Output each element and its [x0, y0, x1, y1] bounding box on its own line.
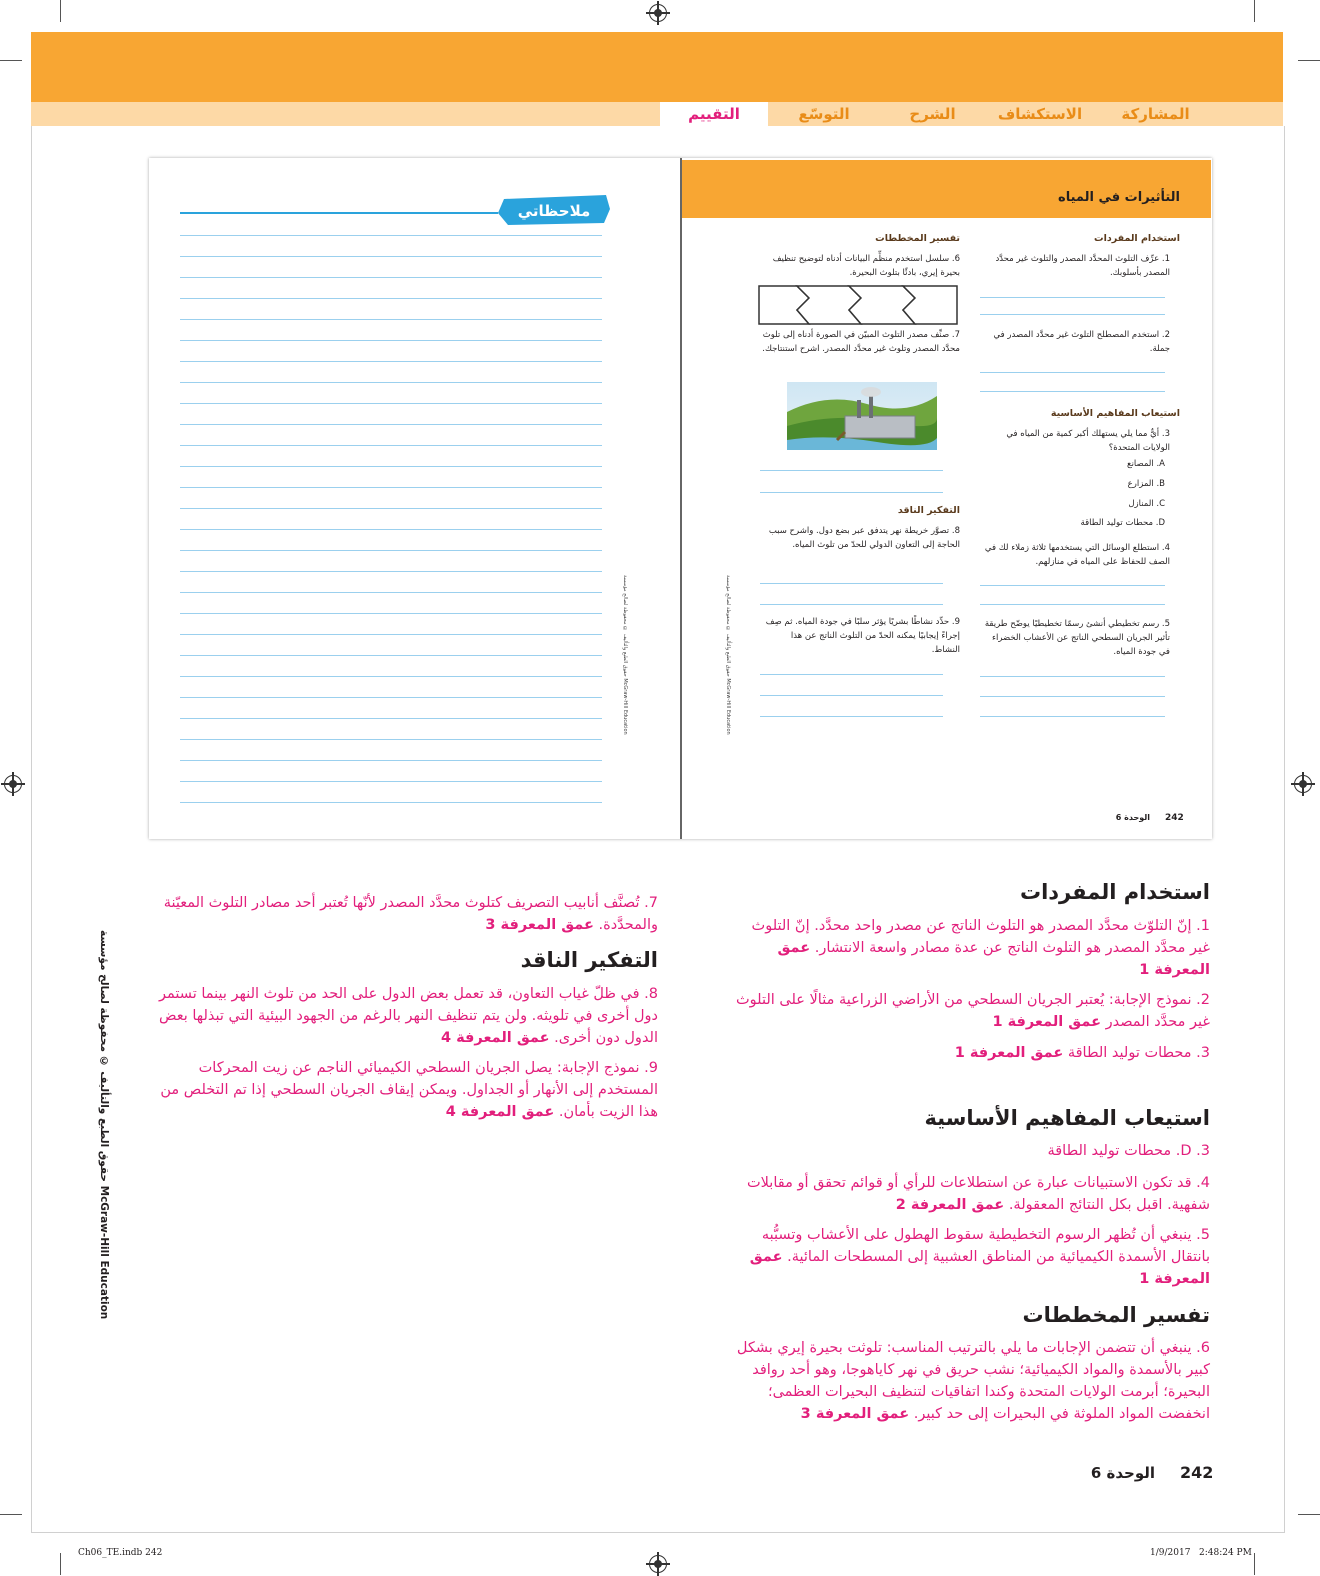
book-critical-heading: التفكير الناقد	[897, 505, 960, 516]
book-q4: 4. استطلع الوسائل التي يستخدمها ثلاثة زملاء لك في الصف للحفاظ على المياه في منازلهم.	[984, 543, 1170, 567]
book-q2: 2. استخدم المصطلح التلوث غير محدَّد المصدر في جملة.	[993, 330, 1170, 354]
print-datetime: 1/9/2017 2:48:24 PM	[1150, 1548, 1252, 1558]
notes-line	[180, 634, 602, 635]
notes-line	[180, 256, 602, 257]
book-section-header	[682, 160, 1211, 218]
answers-vocab-heading: استخدام المفردات	[1019, 880, 1210, 904]
answer-b3: 3. D. محطات توليد الطاقة	[1047, 1143, 1210, 1159]
registration-mark-bottom	[649, 1555, 667, 1573]
book-copyright-left: حقوق الطبع والتأليف © محفوظة لصالح مؤسسة McGraw-Hill Education	[622, 575, 628, 735]
notes-line	[180, 466, 602, 467]
notes-line	[180, 445, 602, 446]
tab-engage[interactable]: المشاركة	[1121, 105, 1190, 123]
notes-line	[180, 508, 602, 509]
sequence-chain-diagram	[757, 284, 960, 326]
answer-7: 7. تُصنَّف أنابيب التصريف كتلوث محدَّد المصدر لأنّها تُعتبر أحد مصادر التلوث المعيّنة والمحدَّدة. عمق المعرفة 3	[163, 895, 658, 933]
book-q9: 9. حدِّد نشاطًا بشريًا يؤثر سلبًا في جودة المياه. ثم صِف إجراءً إيجابيًا يمكنه الحدّ من التلوث الناتج عن هذا النشاط.	[765, 617, 960, 655]
book-q6: 6. سلسل استخدم منظِّم البيانات أدناه لتوضيح تنظيف بحيرة إيري، بادئًا بتلوث البحيرة.	[772, 254, 960, 278]
file-slug: Ch06_TE.indb 242	[78, 1548, 163, 1558]
factory-river-photo	[787, 382, 937, 450]
notes-line	[180, 739, 602, 740]
book-unit-label: الوحدة 6	[1115, 813, 1150, 822]
book-concepts-heading: استيعاب المفاهيم الأساسية	[1050, 408, 1180, 419]
notes-line	[180, 382, 602, 383]
notes-line	[180, 487, 602, 488]
book-page-number: 242	[1165, 813, 1184, 823]
book-section-title: التأثيرات في المياه	[1058, 190, 1180, 205]
notes-line	[180, 403, 602, 404]
book-q5: 5. رسم تخطيطي أنشئ رسمًا تخطيطيًا يوضّح طريقة تأثير الجريان السطحي الناتج عن الأعشاب الخضراء في جودة المياه.	[984, 619, 1170, 657]
book-q3-option-b: B. المزارع	[1127, 479, 1165, 489]
notes-line	[180, 802, 602, 803]
notes-line	[180, 319, 602, 320]
registration-mark-right	[1294, 775, 1312, 793]
book-graphics-heading: تفسير المخططات	[875, 233, 960, 244]
notes-line	[180, 298, 602, 299]
answer-9: 9. نموذج الإجابة: يصل الجريان السطحي الكيميائي الناجم عن زيت المحركات المستخدم إلى الأنهار أو الجداول. ويمكن إيقاف الجريان السطحي إذا تم التخلص من هذا الزيت بأمان. عمق المعرفة 4	[160, 1060, 658, 1120]
notes-line	[180, 277, 602, 278]
book-q7: 7. صنِّف مصدر التلوث المبيّن في الصورة أدناه إلى تلوث محدَّد المصدر وتلوث غير محدَّد المصدر. اشرح استنتاجك.	[762, 330, 960, 354]
tab-explain[interactable]: الشرح	[909, 105, 956, 123]
answer-2: 2. نموذج الإجابة: يُعتبر الجريان السطحي من الأراضي الزراعية مثالًا على التلوث غير محدَّد المصدر عمق المعرفة 1	[736, 992, 1210, 1030]
book-q3-option-c: C. المنازل	[1128, 499, 1165, 509]
notes-line	[180, 550, 602, 551]
answer-6: 6. ينبغي أن تتضمن الإجابات ما يلي بالترتيب المناسب: تلوثت بحيرة إيري بشكل كبير بالأسمدة والمواد الكيميائية؛ نشب حريق في نهر كاياهوجا، وهو أحد روافد البحيرة؛ أبرمت الولايات المتحدة وكندا اتفاقيات لتنظيف البحيرات العظمى؛ انخفضت المواد الملوثة في البحيرات إلى حد كبير. عمق المعرفة 3	[736, 1340, 1210, 1422]
notes-line	[180, 676, 602, 677]
tab-elaborate[interactable]: التوسّع	[798, 105, 850, 123]
book-q8: 8. تصوَّر خريطة نهر يتدفق عبر بضع دول. واشرح سبب الحاجة إلى التعاون الدولي للحدّ من تلوث المياه.	[768, 526, 960, 550]
book-copyright-right: حقوق الطبع والتأليف © محفوظة لصالح مؤسسة McGraw-Hill Education	[725, 575, 731, 735]
notes-line	[180, 424, 602, 425]
copyright-vertical: حقوق الطبع والتأليف © محفوظة لصالح مؤسسة McGraw-Hill Education	[98, 930, 110, 1320]
book-q3-option-a: A. المصانع	[1127, 459, 1165, 469]
notes-line	[180, 235, 602, 236]
book-q1: 1. عرِّف التلوث المحدَّد المصدر والتلوث غير محدَّد المصدر بأسلوبك.	[995, 254, 1170, 278]
answers-concepts-heading: استيعاب المفاهيم الأساسية	[924, 1106, 1210, 1130]
notes-line	[180, 697, 602, 698]
notes-top-rule	[180, 212, 498, 214]
answers-critical-heading: التفكير الناقد	[520, 948, 658, 972]
book-spine	[680, 158, 682, 839]
answer-1: 1. إنّ التلوّث محدَّد المصدر هو التلوث الناتج عن مصدر واحد محدَّد. إنّ التلوث غير محدَّد المصدر هو التلوث الناتج عن عدة مصادر واسعة الانتشار. عمق المعرفة 1	[751, 918, 1210, 978]
notes-line	[180, 613, 602, 614]
notes-line	[180, 361, 602, 362]
page-number: 242	[1180, 1463, 1214, 1482]
notes-title: ملاحظاتي	[517, 202, 591, 220]
tab-evaluate[interactable]: التقييم	[660, 102, 768, 126]
book-q3: 3. أيٌّ مما يلي يستهلك أكبر كمية من المياه في الولايات المتحدة؟	[1006, 429, 1170, 453]
notes-line	[180, 781, 602, 782]
nav-tab-bar	[31, 102, 1283, 126]
notes-banner	[496, 193, 614, 227]
tab-explore[interactable]: الاستكشاف	[997, 105, 1083, 123]
answer-3: 3. محطات توليد الطاقة عمق المعرفة 1	[954, 1045, 1210, 1061]
notes-line	[180, 718, 602, 719]
unit-label: الوحدة 6	[1090, 1464, 1155, 1482]
notes-line	[180, 592, 602, 593]
answer-8: 8. في ظلّ غياب التعاون، قد تعمل بعض الدول على الحد من تلوث النهر بينما تستمر دول أخرى في تلويثه. ولن يتم تنظيف النهر بالرغم من الجهود البيئية التي تبذلها بعض الدول دون أخرى. عمق المعرفة 4	[158, 986, 658, 1046]
header-band	[31, 32, 1283, 102]
registration-mark-top	[649, 4, 667, 22]
registration-mark-left	[4, 775, 22, 793]
book-vocab-heading: استخدام المفردات	[1094, 233, 1180, 244]
book-q3-option-d: D. محطات توليد الطاقة	[1080, 518, 1165, 528]
answers-graphics-heading: تفسير المخططات	[1022, 1303, 1210, 1327]
notes-line	[180, 571, 602, 572]
notes-line	[180, 529, 602, 530]
answer-5: 5. ينبغي أن تُظهر الرسوم التخطيطية سقوط الهطول على الأعشاب وتسبُّبه بانتقال الأسمدة الكيميائية من المناطق العشبية إلى المسطحات المائية. عمق المعرفة 1	[749, 1227, 1210, 1287]
notes-line	[180, 655, 602, 656]
notes-line	[180, 760, 602, 761]
answer-4: 4. قد تكون الاستبيانات عبارة عن استطلاعات للرأي أو قوائم تحقق أو مقابلات شفهية. اقبل بكل النتائج المعقولة. عمق المعرفة 2	[746, 1175, 1210, 1213]
notes-line	[180, 340, 602, 341]
